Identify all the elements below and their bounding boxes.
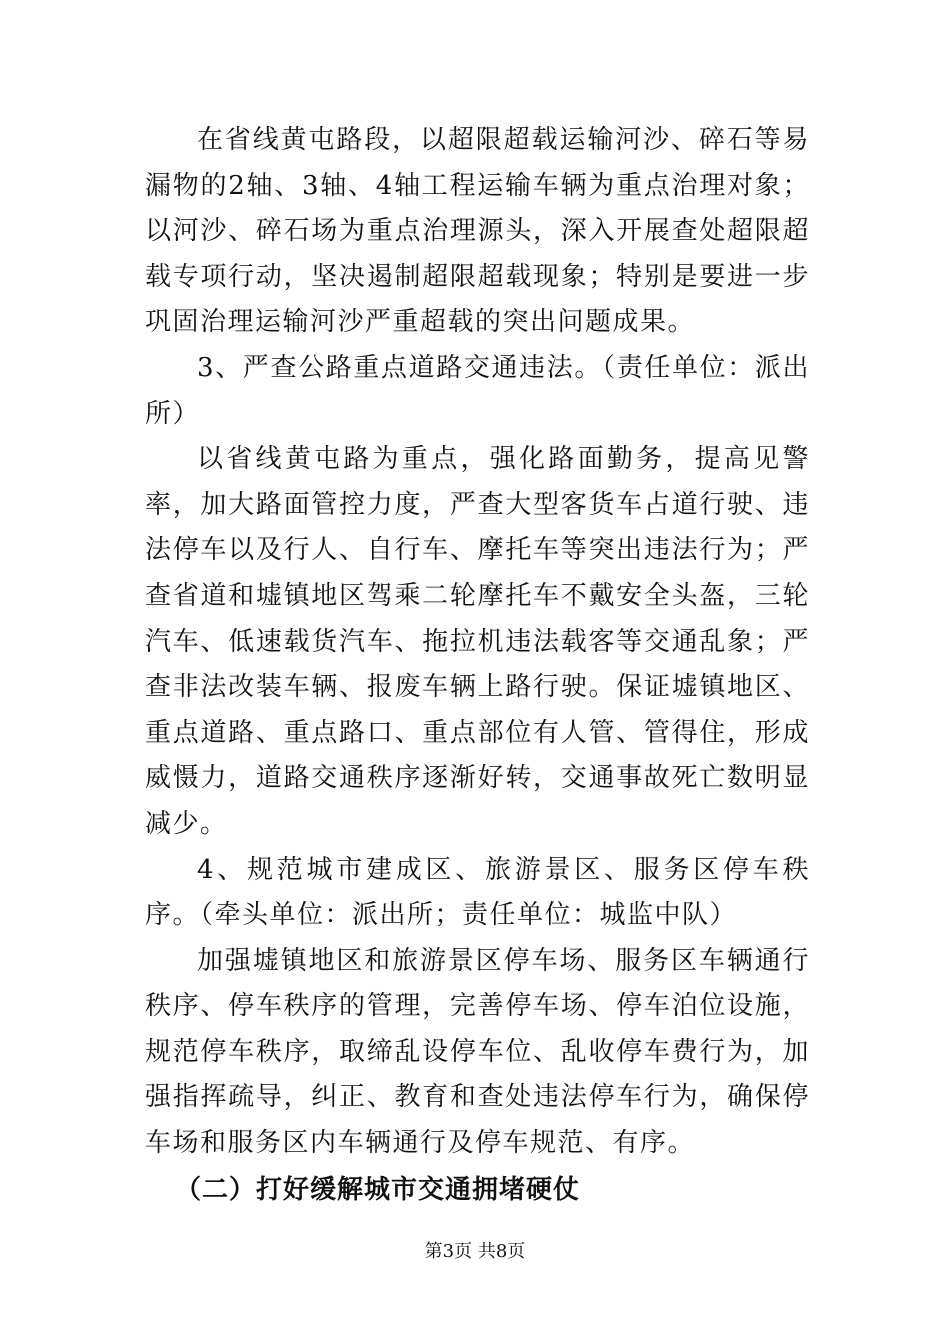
item-4-heading: 4、规范城市建成区、旅游景区、服务区停车秩序。（牵头单位：派出所；责任单位：城监中队）	[145, 854, 810, 931]
item-3-heading: 3、严查公路重点道路交通违法。（责任单位：派出所）	[145, 352, 810, 429]
paragraph-road-violations: 以省线黄屯路为重点，强化路面勤务，提高见警率，加大路面管控力度，严查大型客货车占道行驶、违法停车以及行人、自行车、摩托车等突出违法行为；严查省道和墟镇地区驾乘二轮摩托车不戴安全头盔，三轮汽车、低速载货汽车、拖拉机违法载客等交通乱象；严查非法改装车辆、报废车辆上路行驶。保证墟镇地区、重点道路、重点路口、重点部位有人管、管得住，形成威慑力，道路交通秩序逐渐好转，交通事故死亡数明显减少。	[145, 444, 810, 839]
document-body	[145, 118, 810, 1213]
paragraph-parking-order: 加强墟镇地区和旅游景区停车场、服务区车辆通行秩序、停车秩序的管理，完善停车场、停车泊位设施，规范停车秩序，取缔乱设停车位、乱收停车费行为，加强指挥疏导，纠正、教育和查处违法停车行为，确保停车场和服务区内车辆通行及停车规范、有序。	[145, 945, 810, 1159]
section-heading: （二）打好缓解城市交通拥堵硬仗	[175, 1174, 581, 1205]
page-number-footer: 第3页 共8页	[424, 1241, 526, 1262]
paragraph-overload-control: 在省线黄屯路段，以超限超载运输河沙、碎石等易漏物的2轴、3轴、4轴工程运输车辆为重点治理对象；以河沙、碎石场为重点治理源头，深入开展查处超限超载专项行动，坚决遏制超限超载现象；特别是要进一步巩固治理运输河沙严重超载的突出问题成果。	[145, 125, 810, 338]
